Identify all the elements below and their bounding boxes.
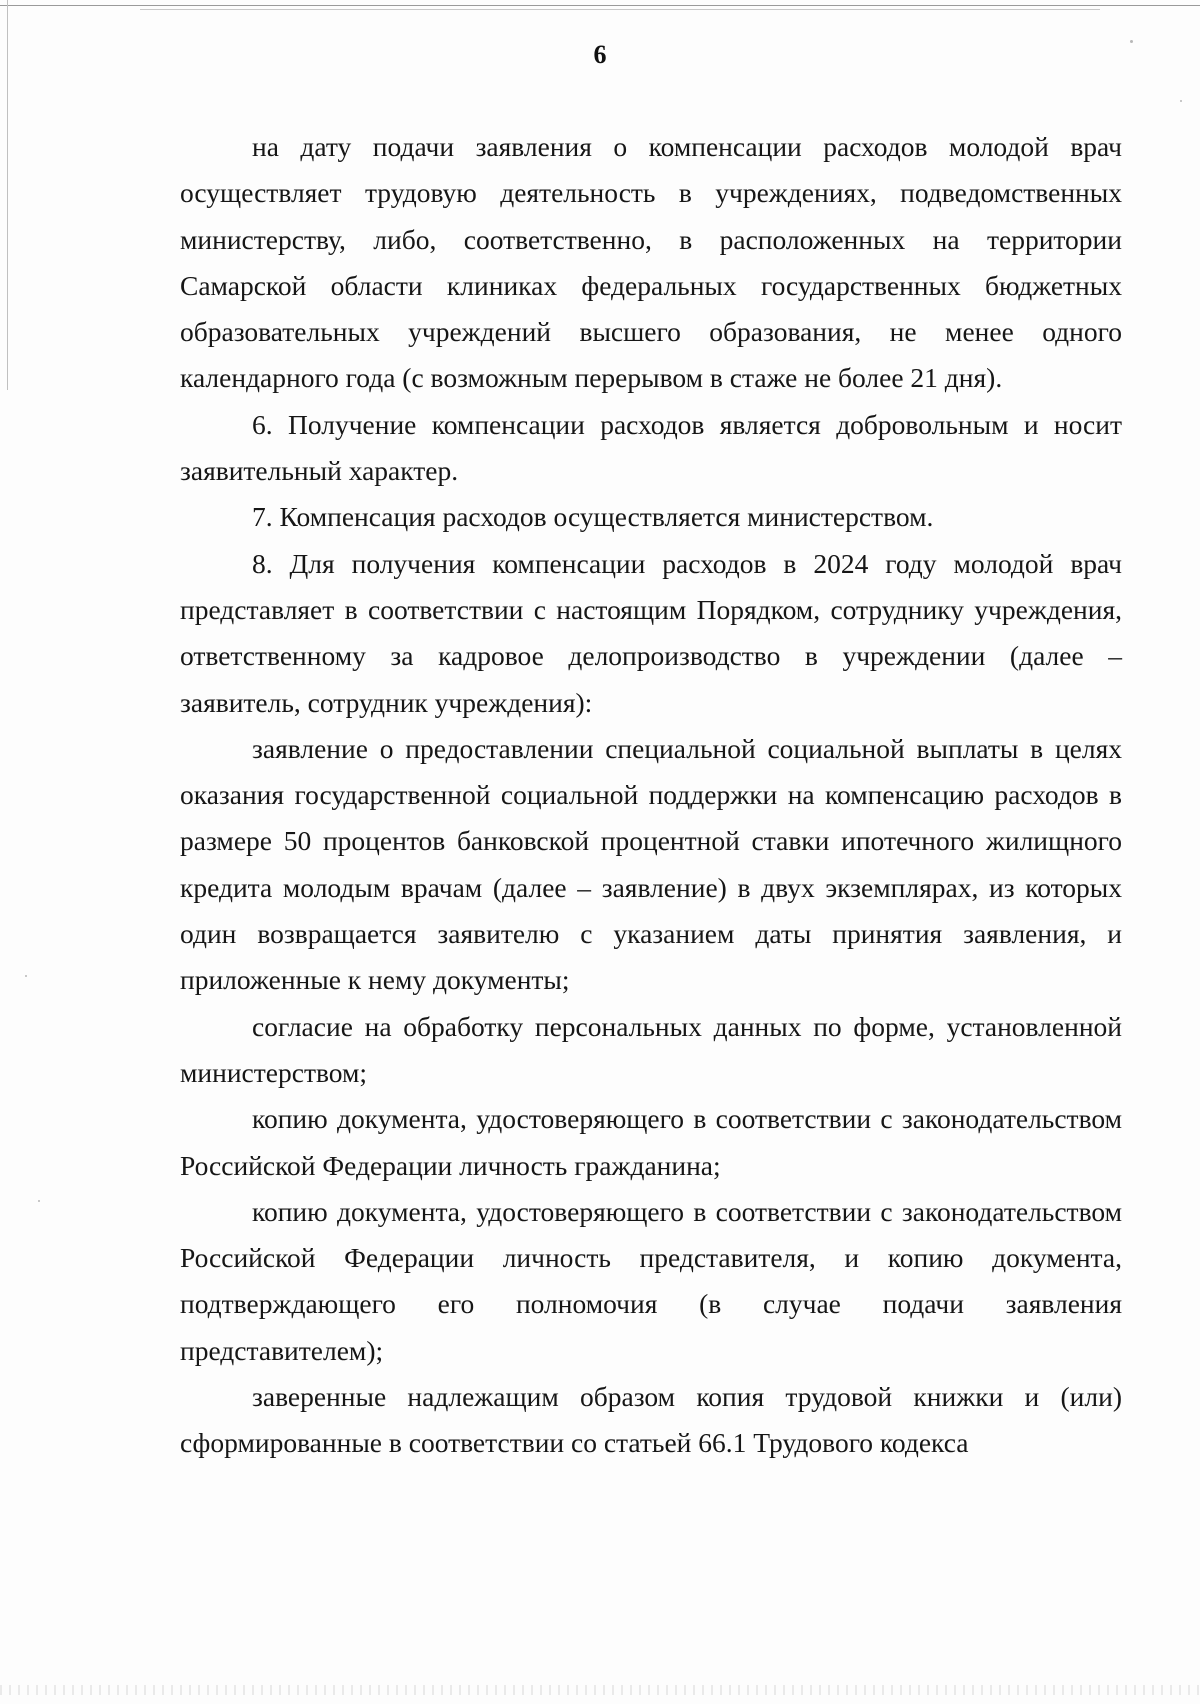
page-number: 6 [593,40,607,69]
scan-bottom-noise [0,1685,1200,1695]
scan-edge-line [140,9,1100,10]
paragraph: копию документа, удостоверяющего в соответствии с законодательством Российской Федерации личность гражданина; [180,1103,1122,1181]
paragraph: 6. Получение компенсации расходов является добровольным и носит заявительный характер. [180,408,1122,487]
paragraph: заверенные надлежащим образом копия трудовой книжки и (или) сформированные в соответствии со статьей 66.1 Трудового кодекса [180,1381,1122,1459]
paragraph: копию документа, удостоверяющего в соответствии с законодательством Российской Федерации личность представителя, и копию документа, подтверждающего его полномочия (в случае подачи заявления представителем); [180,1195,1122,1366]
scan-speck [1180,100,1182,102]
scan-edge-line [0,5,1200,6]
paragraph: 7. Компенсация расходов осуществляется министерством. [252,501,934,533]
paragraph: 8. Для получения компенсации расходов в 2024 году молодой врач представляет в соответствии с настоящим Порядком, сотруднику учреждения, ответственному за кадровое делопроизводство в учреждении (далее – заявитель, сотрудник учреждения): [180,547,1122,718]
paragraph: на дату подачи заявления о компенсации расходов молодой врач осуществляет трудовую деятельность в учреждениях, подведомственных министерству, либо, соответственно, в расположенных на территории Самарской области клиниках федеральных государственных бюджетных образовательных учреждений высшего образования, не менее одного календарного года (с возможным перерывом в стаже не более 21 дня). [180,131,1122,394]
scan-speck [38,1200,40,1202]
document-body [180,124,1122,1467]
paragraph: заявление о предоставлении специальной социальной выплаты в целях оказания государственной социальной поддержки на компенсацию расходов в размере 50 процентов банковской процентной ставки ипотечного жилищного кредита молодым врачам (далее – заявление) в двух экземплярах, из которых один возвращается заявителю с указанием даты принятия заявления, и приложенные к нему документы; [180,732,1122,996]
scan-speck [25,975,27,977]
paragraph: согласие на обработку персональных данных по форме, установленной министерством; [180,1010,1122,1088]
